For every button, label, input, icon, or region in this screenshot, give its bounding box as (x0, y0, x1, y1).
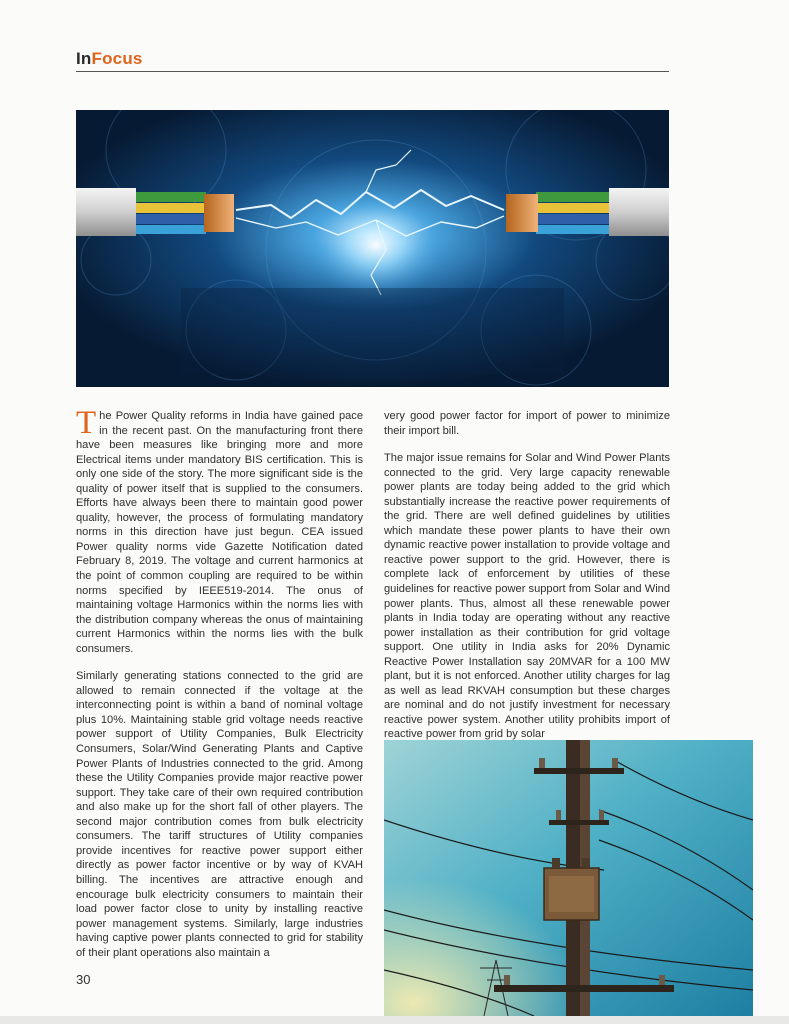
header-divider (76, 71, 669, 72)
section-label-focus: Focus (91, 49, 143, 68)
paragraph-text: he Power Quality reforms in India have gained pace in the recent past. On the manufacturing front there have been measures like bringing more and more Electrical items under mandatory BIS certification. This is only one side of the story. The more significant side is the quality of power itself that is supplied to the consumers. Efforts have always been there to maintain good power quality, however, the process of formulating mandatory norms in this direction have just begun. CEA issued Power quality norms vide Gazette Notification dated February 8, 2019. The voltage and current harmonics at the point of common coupling are required to be within norms specified by IEEE519-2014. The onus of maintaining voltage Harmonics within the norms lies with the distribution company whereas the onus of maintaining current Harmonics within the norms lies with the bulk consumers. (76, 410, 363, 655)
hero-illustration (76, 110, 669, 387)
utility-pole-photo (384, 740, 753, 1016)
page-number: 30 (76, 972, 91, 987)
section-label (76, 49, 143, 69)
utility-pole-illustration (384, 740, 753, 1016)
hero-image (76, 110, 669, 387)
drop-cap: T (76, 405, 97, 441)
article-paragraph: very good power factor for import of power to minimize their import bill. (384, 410, 670, 437)
article-column-left (76, 405, 363, 973)
section-label-in: In (76, 49, 92, 68)
article-paragraph: Similarly generating stations connected to the grid are allowed to remain connected if the voltage at the interconnecting point is within a band of nominal voltage plus 10%. Maintaining stable grid voltage needs reactive power support of Utility Companies, Bulk Electricity Consumers, Solar/Wind Generating Plants and Captive Power Plants of Industries connected to the grid. Among these the Utility Companies provide major reactive power support. They take care of their own required contribution and also make up for the short fall of other players. The second major contribution comes from bulk electricity consumers. The tariff structures of Utility companies provide incentives for reactive power support either directly as power factor incentive or by way of KVAH billing. The incentives are attractive enough and encourage bulk electricity consumers to maintain their load power factor close to unity by installing reactive power management systems. Similarly, large industries having captive power plants connected to grid for stability of their plant operations also maintain a (76, 670, 363, 959)
article-column-right (384, 409, 670, 755)
article-paragraph (76, 405, 363, 656)
page-bottom-edge (0, 1016, 789, 1024)
article-paragraph: The major issue remains for Solar and Wind Power Plants connected to the grid. Very large capacity renewable power plants are today being added to the grid which substantially increase the reactive power requirements of the grid. There are well defined guidelines by utilities which mandate these power plants to have their own dynamic reactive power installation to provide voltage and reactive power support to the grid. However, there is complete lack of enforcement by utilities of these guidelines for reactive power support from Solar and Wind power plants. Thus, almost all these renewable power plants in India today are operating without any reactive power installation as their contribution for grid voltage support. One utility in India asks for 20% Dynamic Reactive Power Installation say 20MVAR for a 100 MW plant, but it is not enforced. Another utility charges for lag as well as lead RKVAH consumption but these charges are nominal and do not justify investment for necessary reactive power system. Another utility prohibits import of reactive power from grid by solar (384, 452, 670, 741)
